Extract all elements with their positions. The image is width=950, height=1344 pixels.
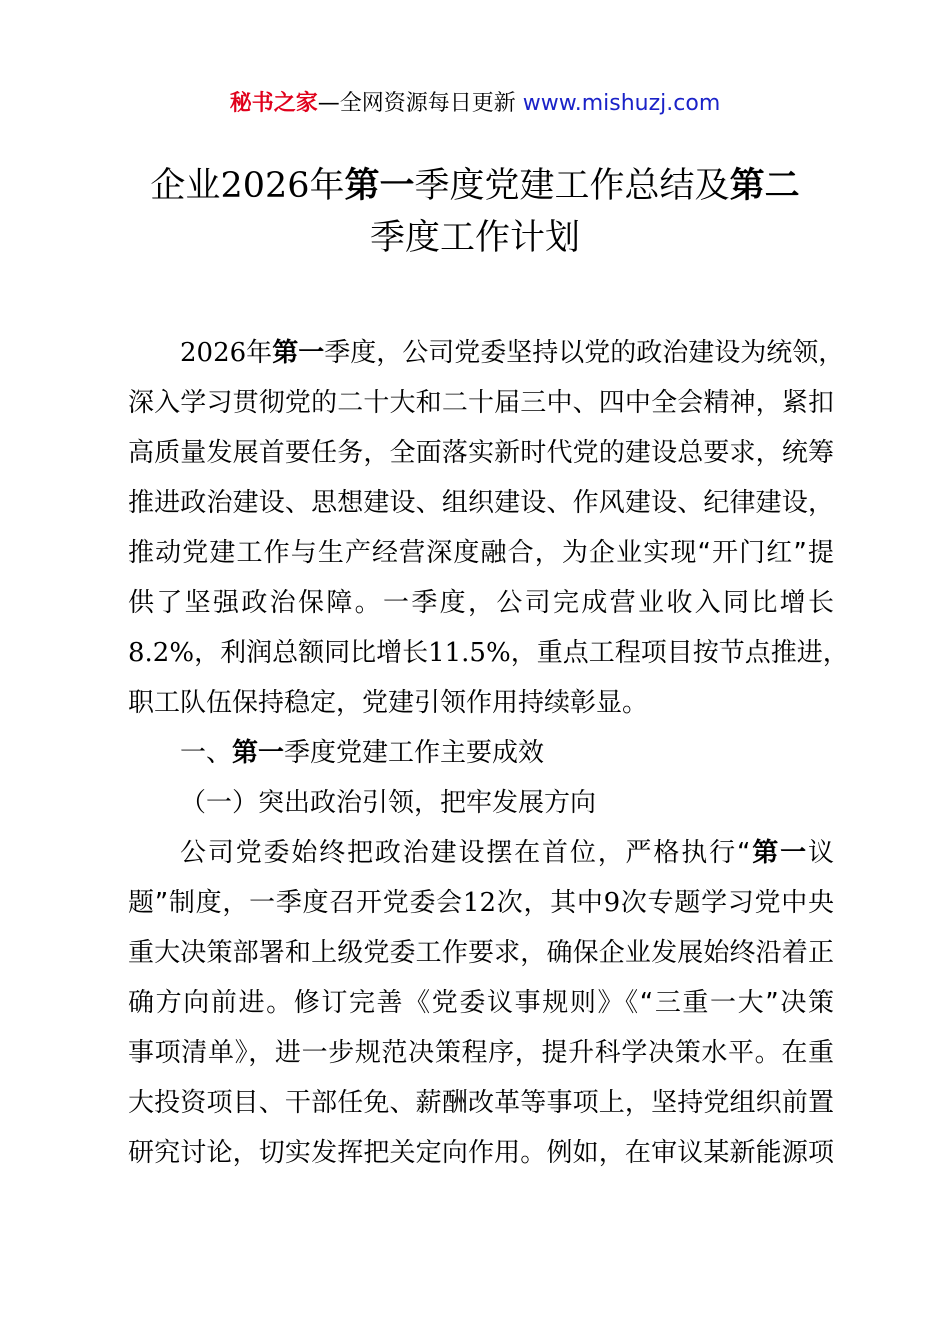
document-title [110,160,840,264]
paragraph-political-leadership [128,828,834,1178]
site-url[interactable]: www.mishuzj.com [522,91,721,116]
text-line: 深入学习贯彻党的二十大和二十届三中、四中全会精神，紧扣 [128,388,834,418]
banner-slogan: —全网资源每日更新 [317,91,516,116]
text-line: 题”制度，一季度召开党委会12次，其中9次专题学习党中央 [128,888,834,918]
text-line: 大投资项目、干部任免、薪酬改革等事项上，坚持党组织前置 [128,1088,834,1118]
text-line: 推动党建工作与生产经营深度融合，为企业实现“开门红”提 [128,538,834,568]
title-line-2: 季度工作计划 [369,218,580,258]
text-line: 高质量发展首要任务，全面落实新时代党的建设总要求，统筹 [128,438,834,468]
text-line: 重大决策部署和上级党委工作要求，确保企业发展始终沿着正 [128,938,834,968]
title-line-1: 企业2026年第一季度党建工作总结及第二 [150,166,800,206]
text-line: 推进政治建设、思想建设、组织建设、作风建设、纪律建设， [128,488,834,518]
subsection-heading-1: （一）突出政治引领，把牢发展方向 [180,788,597,818]
document-body [128,328,849,1178]
section-heading-1: 一、第一季度党建工作主要成效 [180,738,545,768]
text-line: 供了坚强政治保障。一季度，公司完成营业收入同比增长 [128,588,834,618]
text-line: 研究讨论，切实发挥把关定向作用。例如，在审议某新能源项 [128,1138,834,1168]
text-line: 2026年第一季度，公司党委坚持以党的政治建设为统领， [180,338,845,368]
text-line: 公司党委始终把政治建设摆在首位，严格执行“第一议 [180,838,834,868]
text-line: 确方向前进。修订完善《党委议事规则》《“三重一大”决策 [128,988,834,1018]
site-banner [0,88,950,120]
text-line: 8.2%，利润总额同比增长11.5%，重点工程项目按节点推进， [128,638,849,668]
paragraph-intro [128,328,849,728]
text-line: 事项清单》，进一步规范决策程序，提升科学决策水平。在重 [128,1038,834,1068]
brand-name: 秘书之家 [229,91,318,116]
text-line: 职工队伍保持稳定，党建引领作用持续彰显。 [128,688,649,718]
